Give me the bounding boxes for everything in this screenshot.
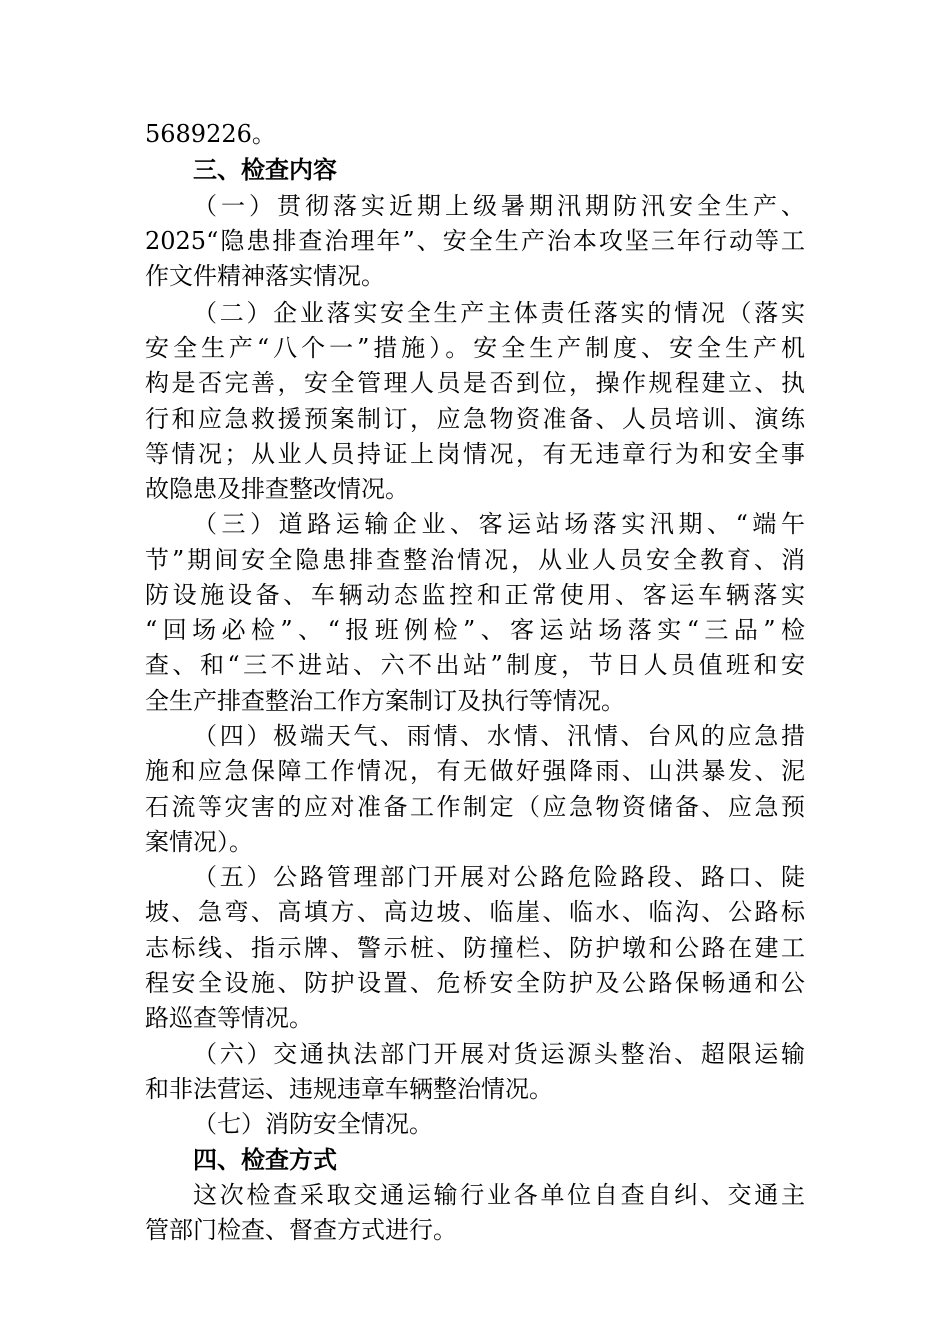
text-line: （七）消防安全情况。	[193, 1110, 433, 1138]
text-line: 故隐患及排查整改情况。	[145, 475, 409, 503]
text-line: 构是否完善，安全管理人员是否到位，操作规程建立、执	[145, 369, 805, 397]
text-line: 管部门检查、督查方式进行。	[145, 1216, 457, 1244]
text-line: 这次检查采取交通运输行业各单位自查自纠、交通主	[193, 1181, 805, 1209]
text-line: 全生产排查整治工作方案制订及执行等情况。	[145, 687, 625, 715]
text-line: （四）极端天气、雨情、水情、汛情、台风的应急措	[193, 722, 805, 750]
text-line: 路巡查等情况。	[145, 1004, 313, 1032]
text-line: “回场必检”、“报班例检”、客运站场落实“三品”检	[145, 616, 805, 644]
text-line: 查、和“三不进站、六不出站”制度，节日人员值班和安	[145, 651, 805, 679]
text-line: 施和应急保障工作情况，有无做好强降雨、山洪暴发、泥	[145, 757, 805, 785]
text-line: 2025“隐患排查治理年”、安全生产治本攻坚三年行动等工	[145, 227, 805, 255]
text-line: 行和应急救援预案制订，应急物资准备、人员培训、演练	[145, 405, 805, 433]
section-heading: 四、检查方式	[193, 1146, 337, 1174]
text-line: （五）公路管理部门开展对公路危险路段、路口、陡	[193, 863, 805, 891]
text-line: 安全生产“八个一”措施）。安全生产制度、安全生产机	[145, 334, 805, 362]
section-heading: 三、检查内容	[193, 156, 337, 184]
text-line: 程安全设施、防护设置、危桥安全防护及公路保畅通和公	[145, 969, 805, 997]
text-line: 坡、急弯、高填方、高边坡、临崖、临水、临沟、公路标	[145, 898, 805, 926]
text-line: （三）道路运输企业、客运站场落实汛期、“端午	[193, 510, 805, 538]
text-line: 5689226。	[145, 120, 276, 148]
text-line: 和非法营运、违规违章车辆整治情况。	[145, 1075, 553, 1103]
text-line: 防设施设备、车辆动态监控和正常使用、客运车辆落实	[145, 581, 805, 609]
text-line: 节”期间安全隐患排查整治情况，从业人员安全教育、消	[145, 546, 805, 574]
text-line: 等情况；从业人员持证上岗情况，有无违章行为和安全事	[145, 440, 805, 468]
text-line: 作文件精神落实情况。	[145, 262, 385, 290]
text-line: 志标线、指示牌、警示桩、防撞栏、防护墩和公路在建工	[145, 934, 805, 962]
text-line: （六）交通执法部门开展对货运源头整治、超限运输	[193, 1040, 805, 1068]
text-line: （一）贯彻落实近期上级暑期汛期防汛安全生产、	[193, 192, 805, 220]
text-line: 石流等灾害的应对准备工作制定（应急物资储备、应急预	[145, 793, 805, 821]
text-line: 案情况）。	[145, 828, 253, 856]
text-line: （二）企业落实安全生产主体责任落实的情况（落实	[193, 299, 805, 327]
